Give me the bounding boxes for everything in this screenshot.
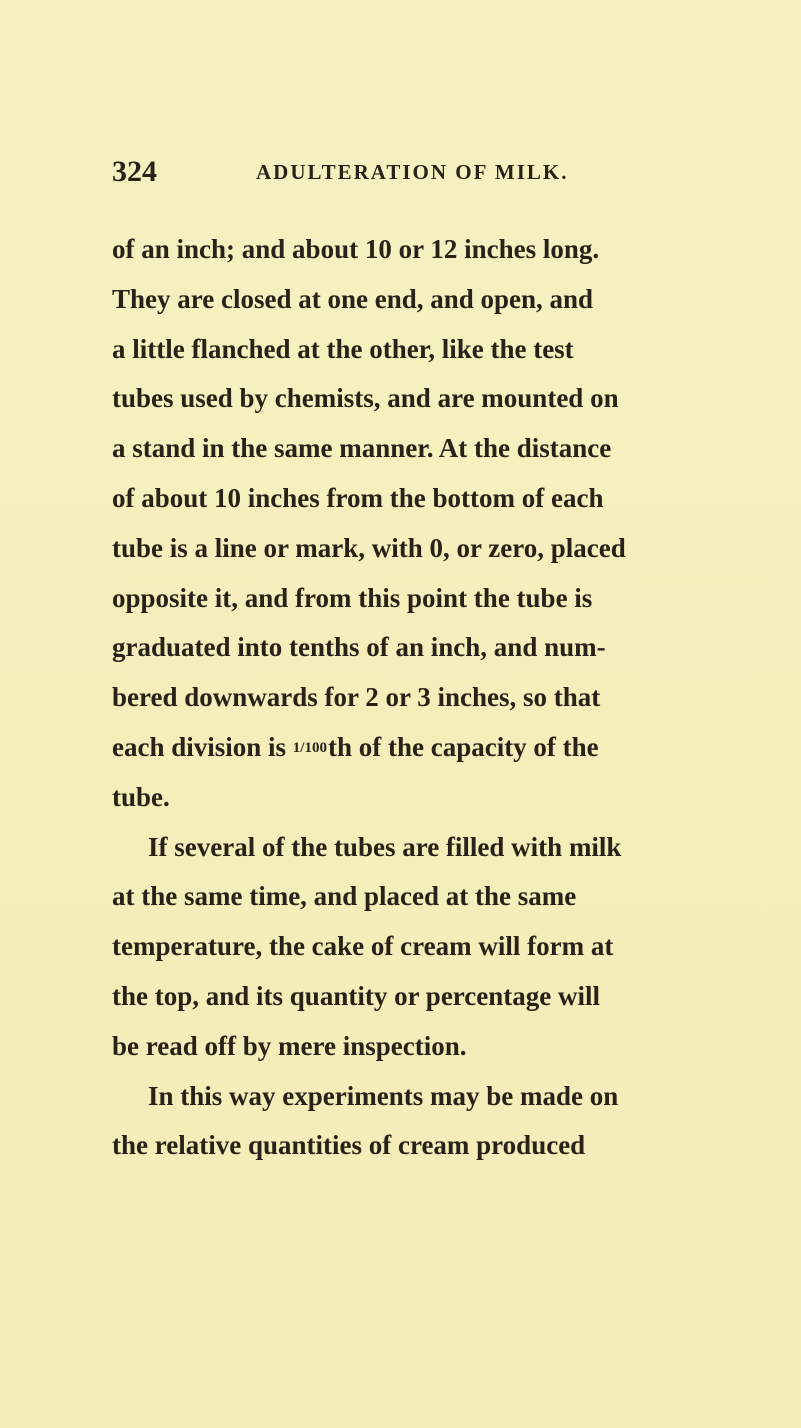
text-line: opposite it, and from this point the tube is <box>112 582 593 613</box>
text-line: the relative quantities of cream produced <box>112 1130 586 1161</box>
text-line-end: th of the capacity of the <box>327 731 599 762</box>
text-line: graduated into tenths of an inch, and num- <box>112 632 606 663</box>
text-line-start: each division is <box>112 731 287 762</box>
text-line: the top, and its quantity or percentage will <box>112 980 601 1011</box>
text-line-with-fraction <box>112 723 660 773</box>
text-line: tube. <box>112 781 170 812</box>
text-line: temperature, the cake of cream will form at <box>112 931 614 962</box>
paragraph-start-line: If several of the tubes are filled with milk <box>148 831 622 862</box>
text-line: tube is a line or mark, with 0, or zero, placed <box>112 532 626 563</box>
text-line: They are closed at one end, and open, and <box>112 283 594 314</box>
page-number: 324 <box>112 155 157 188</box>
text-line: at the same time, and placed at the same <box>112 881 577 912</box>
text-line: tubes used by chemists, and are mounted on <box>112 383 619 414</box>
body-text <box>112 225 660 1171</box>
text-line: of about 10 inches from the bottom of each <box>112 482 604 513</box>
text-line: be read off by mere inspection. <box>112 1030 467 1061</box>
fraction: 1/100 <box>292 739 327 756</box>
text-line: a little flanched at the other, like the test <box>112 333 574 364</box>
text-line: a stand in the same manner. At the distance <box>112 433 612 464</box>
paragraph-start-line: In this way experiments may be made on <box>148 1080 619 1111</box>
text-line: of an inch; and about 10 or 12 inches long. <box>112 234 600 264</box>
running-head: ADULTERATION OF MILK. <box>256 160 569 184</box>
text-line: bered downwards for 2 or 3 inches, so that <box>112 682 601 713</box>
page-header <box>112 155 672 195</box>
